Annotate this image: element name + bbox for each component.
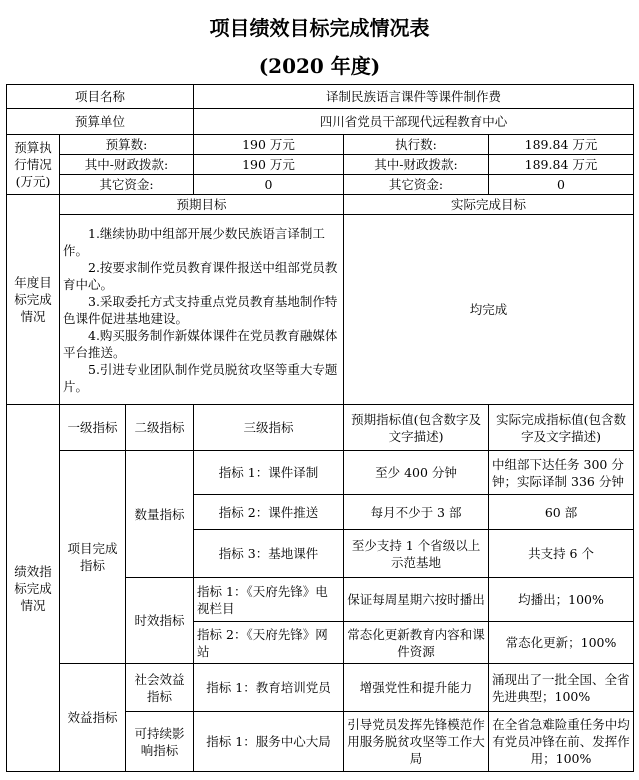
benefit-indicator-label: 效益指标: [60, 664, 126, 772]
indicator-actual: 中组部下达任务 300 分钟；实际译制 336 分钟: [489, 451, 634, 495]
indicator-actual: 均播出；100%: [489, 578, 634, 622]
annual-content-row: [7, 215, 634, 405]
timeliness-indicator-label: 时效指标: [126, 578, 194, 664]
other-label: 其它资金:: [60, 175, 194, 195]
other-exec: 0: [489, 175, 634, 195]
other-exec-label: 其它资金:: [344, 175, 489, 195]
indicator-expected: 引导党员发挥先锋模范作用服务脱贫攻坚等工作大局: [344, 712, 489, 772]
actual-header: 实际完成目标: [344, 195, 634, 215]
budget-value: 190 万元: [194, 135, 344, 155]
indicator-name: 指标 1：教育培训党员: [194, 664, 344, 712]
table-row: [7, 451, 634, 495]
social-indicator-label: 社会效益指标: [126, 664, 194, 712]
unit-label: 预算单位: [7, 109, 194, 135]
other-funds-row: [7, 175, 634, 195]
unit-value: 四川省党员干部现代远程教育中心: [194, 109, 634, 135]
annual-section-label: 年度目标完成情况: [7, 195, 60, 405]
indicator-actual: 常态化更新；100%: [489, 622, 634, 664]
goal-item: 2.按要求制作党员教育课件报送中组部党员教育中心。: [63, 259, 338, 292]
output-indicator-label: 项目完成指标: [60, 451, 126, 664]
project-name-value: 译制民族语言课件等课件制作费: [194, 85, 634, 109]
fiscal-budget: 190 万元: [194, 155, 344, 175]
year-subtitle: (2020 年度): [258, 54, 381, 78]
level2-header: 二级指标: [126, 405, 194, 451]
goal-item: 3.采取委托方式支持重点党员教育基地制作特色课件促进基地建设。: [63, 293, 338, 326]
indicator-expected: 每月不少于 3 部: [344, 495, 489, 530]
level1-header: 一级指标: [60, 405, 126, 451]
fiscal-exec: 189.84 万元: [489, 155, 634, 175]
project-name-row: [7, 85, 634, 109]
exec-value: 189.84 万元: [489, 135, 634, 155]
indicator-expected: 常态化更新教育内容和课件资源: [344, 622, 489, 664]
indicator-name: 指标 2：《天府先锋》网站: [194, 622, 344, 664]
indicator-expected: 至少 400 分钟: [344, 451, 489, 495]
indicator-name: 指标 3：基地课件: [194, 530, 344, 578]
perf-header-row: [7, 405, 634, 451]
perf-section-label: 绩效指标完成情况: [7, 405, 60, 772]
budget-label: 预算数:: [60, 135, 194, 155]
goal-item: 4.购买服务制作新媒体课件在党员教育融媒体平台推送。: [63, 327, 338, 360]
fiscal-exec-label: 其中-财政拨款:: [344, 155, 489, 175]
sustain-indicator-label: 可持续影响指标: [126, 712, 194, 772]
performance-table: [6, 84, 634, 772]
indicator-name: 指标 2：课件推送: [194, 495, 344, 530]
project-name-label: 项目名称: [7, 85, 194, 109]
indicator-name: 指标 1：《天府先锋》电视栏目: [194, 578, 344, 622]
page-title: 项目绩效目标完成情况表: [209, 16, 430, 40]
indicator-expected: 至少支持 1 个省级以上示范基地: [344, 530, 489, 578]
budget-section-label: 预算执行情况(万元): [7, 135, 60, 195]
actual-value-header: 实际完成指标值(包含数字及文字描述): [489, 405, 634, 451]
planned-header: 预期目标: [60, 195, 344, 215]
level3-header: 三级指标: [194, 405, 344, 451]
indicator-expected: 保证每周星期六按时播出: [344, 578, 489, 622]
fiscal-row: [7, 155, 634, 175]
other-budget: 0: [194, 175, 344, 195]
goal-item: 1.继续协助中组部开展少数民族语言译制工作。: [63, 225, 325, 258]
indicator-expected: 增强党性和提升能力: [344, 664, 489, 712]
annual-header-row: [7, 195, 634, 215]
table-row: [7, 664, 634, 712]
exec-label: 执行数:: [344, 135, 489, 155]
budget-row: [7, 135, 634, 155]
indicator-name: 指标 1：课件译制: [194, 451, 344, 495]
budget-unit-row: [7, 109, 634, 135]
indicator-name: 指标 1：服务中心大局: [194, 712, 344, 772]
goal-item: 5.引进专业团队制作党员脱贫攻坚等重大专题片。: [63, 361, 338, 394]
indicator-actual: 60 部: [489, 495, 634, 530]
expected-header: 预期指标值(包含数字及文字描述): [344, 405, 489, 451]
fiscal-label: 其中-财政拨款:: [60, 155, 194, 175]
planned-goals: [60, 215, 344, 405]
quantity-indicator-label: 数量指标: [126, 451, 194, 578]
indicator-actual: 涌现出了一批全国、全省先进典型；100%: [489, 664, 634, 712]
actual-goals: 均完成: [344, 215, 634, 405]
indicator-actual: 在全省急难险重任务中均有党员冲锋在前、发挥作用；100%: [489, 712, 634, 772]
indicator-actual: 共支持 6 个: [489, 530, 634, 578]
